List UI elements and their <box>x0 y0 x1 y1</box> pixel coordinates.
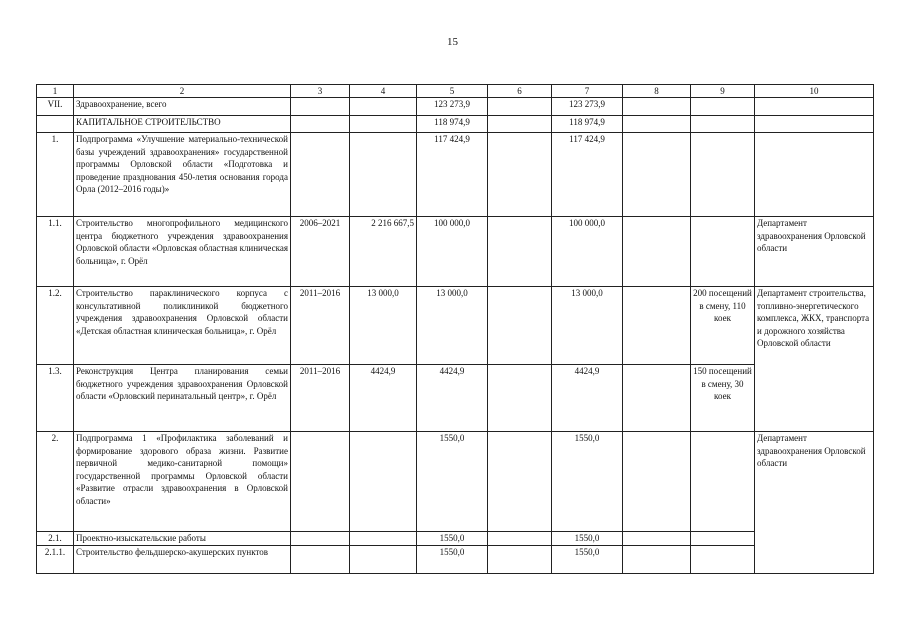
empty-cell <box>488 217 552 287</box>
budget-table <box>36 84 874 574</box>
table-row <box>37 365 874 432</box>
amount-cell: 13 000,0 <box>552 287 623 365</box>
empty-cell <box>623 287 691 365</box>
table-row <box>37 217 874 287</box>
item-name: Проектно-изыскательские работы <box>74 532 291 546</box>
period-cell <box>291 98 350 116</box>
header-cell: 9 <box>691 85 755 98</box>
amount-cell: 123 273,9 <box>417 98 488 116</box>
department-cell: Департамент строительства, топливно-энергетического комплекса, ЖКХ, транспорта и дорожного хозяйства Орловской области <box>755 287 874 432</box>
amount-cell: 13 000,0 <box>417 287 488 365</box>
empty-cell <box>488 365 552 432</box>
amount-cell: 1550,0 <box>417 545 488 573</box>
item-name: Реконструкция Центра планирования семьи бюджетного учреждения здравоохранения Орловской области «Орловский перинатальный центр», г. Орёл <box>74 365 291 432</box>
period-cell: 2006–2021 <box>291 217 350 287</box>
capacity-cell <box>691 116 755 133</box>
empty-cell <box>623 116 691 133</box>
empty-cell <box>623 545 691 573</box>
amount-cell: 4424,9 <box>417 365 488 432</box>
row-number: VII. <box>37 98 74 116</box>
empty-cell <box>623 133 691 217</box>
amount-cell: 118 974,9 <box>417 116 488 133</box>
row-number: 2. <box>37 432 74 532</box>
table-row <box>37 133 874 217</box>
cost-cell <box>350 545 417 573</box>
amount-cell: 1550,0 <box>552 545 623 573</box>
capacity-cell: 150 посещений в смену, 30 коек <box>691 365 755 432</box>
row-number: 2.1. <box>37 532 74 546</box>
amount-cell: 1550,0 <box>552 532 623 546</box>
row-number: 1.3. <box>37 365 74 432</box>
period-cell <box>291 532 350 546</box>
header-cell: 4 <box>350 85 417 98</box>
table-row <box>37 287 874 365</box>
empty-cell <box>488 287 552 365</box>
amount-cell: 4424,9 <box>552 365 623 432</box>
item-name: Здравоохранение, всего <box>74 98 291 116</box>
cost-cell <box>350 532 417 546</box>
amount-cell: 117 424,9 <box>417 133 488 217</box>
amount-cell: 100 000,0 <box>417 217 488 287</box>
item-name: КАПИТАЛЬНОЕ СТРОИТЕЛЬСТВО <box>74 116 291 133</box>
header-row <box>37 85 874 98</box>
capacity-cell <box>691 432 755 532</box>
amount-cell: 1550,0 <box>552 432 623 532</box>
period-cell: 2011–2016 <box>291 287 350 365</box>
period-cell <box>291 545 350 573</box>
header-cell: 2 <box>74 85 291 98</box>
item-name: Строительство параклинического корпуса с консультативной поликлиникой бюджетного учреждения здравоохранения Орловской области «Детская областная клиническая больница», г. Орёл <box>74 287 291 365</box>
header-cell: 1 <box>37 85 74 98</box>
amount-cell: 1550,0 <box>417 432 488 532</box>
cost-cell: 2 216 667,5 <box>350 217 417 287</box>
empty-cell <box>488 98 552 116</box>
empty-cell <box>488 133 552 217</box>
period-cell <box>291 116 350 133</box>
department-cell: Департамент здравоохранения Орловской области <box>755 432 874 574</box>
row-number: 1.2. <box>37 287 74 365</box>
table-row <box>37 432 874 532</box>
empty-cell <box>623 365 691 432</box>
row-number: 1.1. <box>37 217 74 287</box>
header-cell: 8 <box>623 85 691 98</box>
department-cell <box>755 116 874 133</box>
table-row <box>37 532 874 546</box>
capacity-cell: 200 посещений в смену, 110 коек <box>691 287 755 365</box>
department-cell <box>755 133 874 217</box>
capacity-cell <box>691 98 755 116</box>
empty-cell <box>488 545 552 573</box>
capacity-cell <box>691 532 755 546</box>
header-cell: 3 <box>291 85 350 98</box>
capacity-cell <box>691 133 755 217</box>
item-name: Подпрограмма 1 «Профилактика заболеваний и формирование здорового образа жизни. Развитие первичной медико-санитарной помощи» государственной программы Орловской области «Развитие отрасли здравоохранения в Орловской области» <box>74 432 291 532</box>
header-cell: 10 <box>755 85 874 98</box>
capacity-cell <box>691 545 755 573</box>
item-name: Строительство фельдшерско-акушерских пунктов <box>74 545 291 573</box>
cost-cell <box>350 133 417 217</box>
empty-cell <box>623 432 691 532</box>
amount-cell: 100 000,0 <box>552 217 623 287</box>
empty-cell <box>488 532 552 546</box>
cost-cell: 13 000,0 <box>350 287 417 365</box>
cost-cell <box>350 432 417 532</box>
department-cell: Департамент здравоохранения Орловской области <box>755 217 874 287</box>
row-number: 2.1.1. <box>37 545 74 573</box>
empty-cell <box>623 98 691 116</box>
empty-cell <box>623 217 691 287</box>
header-cell: 5 <box>417 85 488 98</box>
cost-cell <box>350 98 417 116</box>
item-name: Подпрограмма «Улучшение материально-технической базы учреждений здравоохранения» государственной программы Орловской области «Подготовка и проведение празднования 450-летия основания города Орла (2012–2016 годы)» <box>74 133 291 217</box>
period-cell <box>291 133 350 217</box>
capacity-cell <box>691 217 755 287</box>
table-row <box>37 116 874 133</box>
department-cell <box>755 98 874 116</box>
period-cell: 2011–2016 <box>291 365 350 432</box>
item-name: Строительство многопрофильного медицинского центра бюджетного учреждения здравоохранения Орловской области «Орловская областная клиническая больница», г. Орёл <box>74 217 291 287</box>
row-number <box>37 116 74 133</box>
amount-cell: 118 974,9 <box>552 116 623 133</box>
row-number: 1. <box>37 133 74 217</box>
amount-cell: 117 424,9 <box>552 133 623 217</box>
page-number: 15 <box>447 36 458 48</box>
period-cell <box>291 432 350 532</box>
header-cell: 7 <box>552 85 623 98</box>
cost-cell: 4424,9 <box>350 365 417 432</box>
cost-cell <box>350 116 417 133</box>
header-cell: 6 <box>488 85 552 98</box>
empty-cell <box>488 116 552 133</box>
empty-cell <box>488 432 552 532</box>
amount-cell: 123 273,9 <box>552 98 623 116</box>
table-row <box>37 98 874 116</box>
empty-cell <box>623 532 691 546</box>
table-row <box>37 545 874 573</box>
amount-cell: 1550,0 <box>417 532 488 546</box>
